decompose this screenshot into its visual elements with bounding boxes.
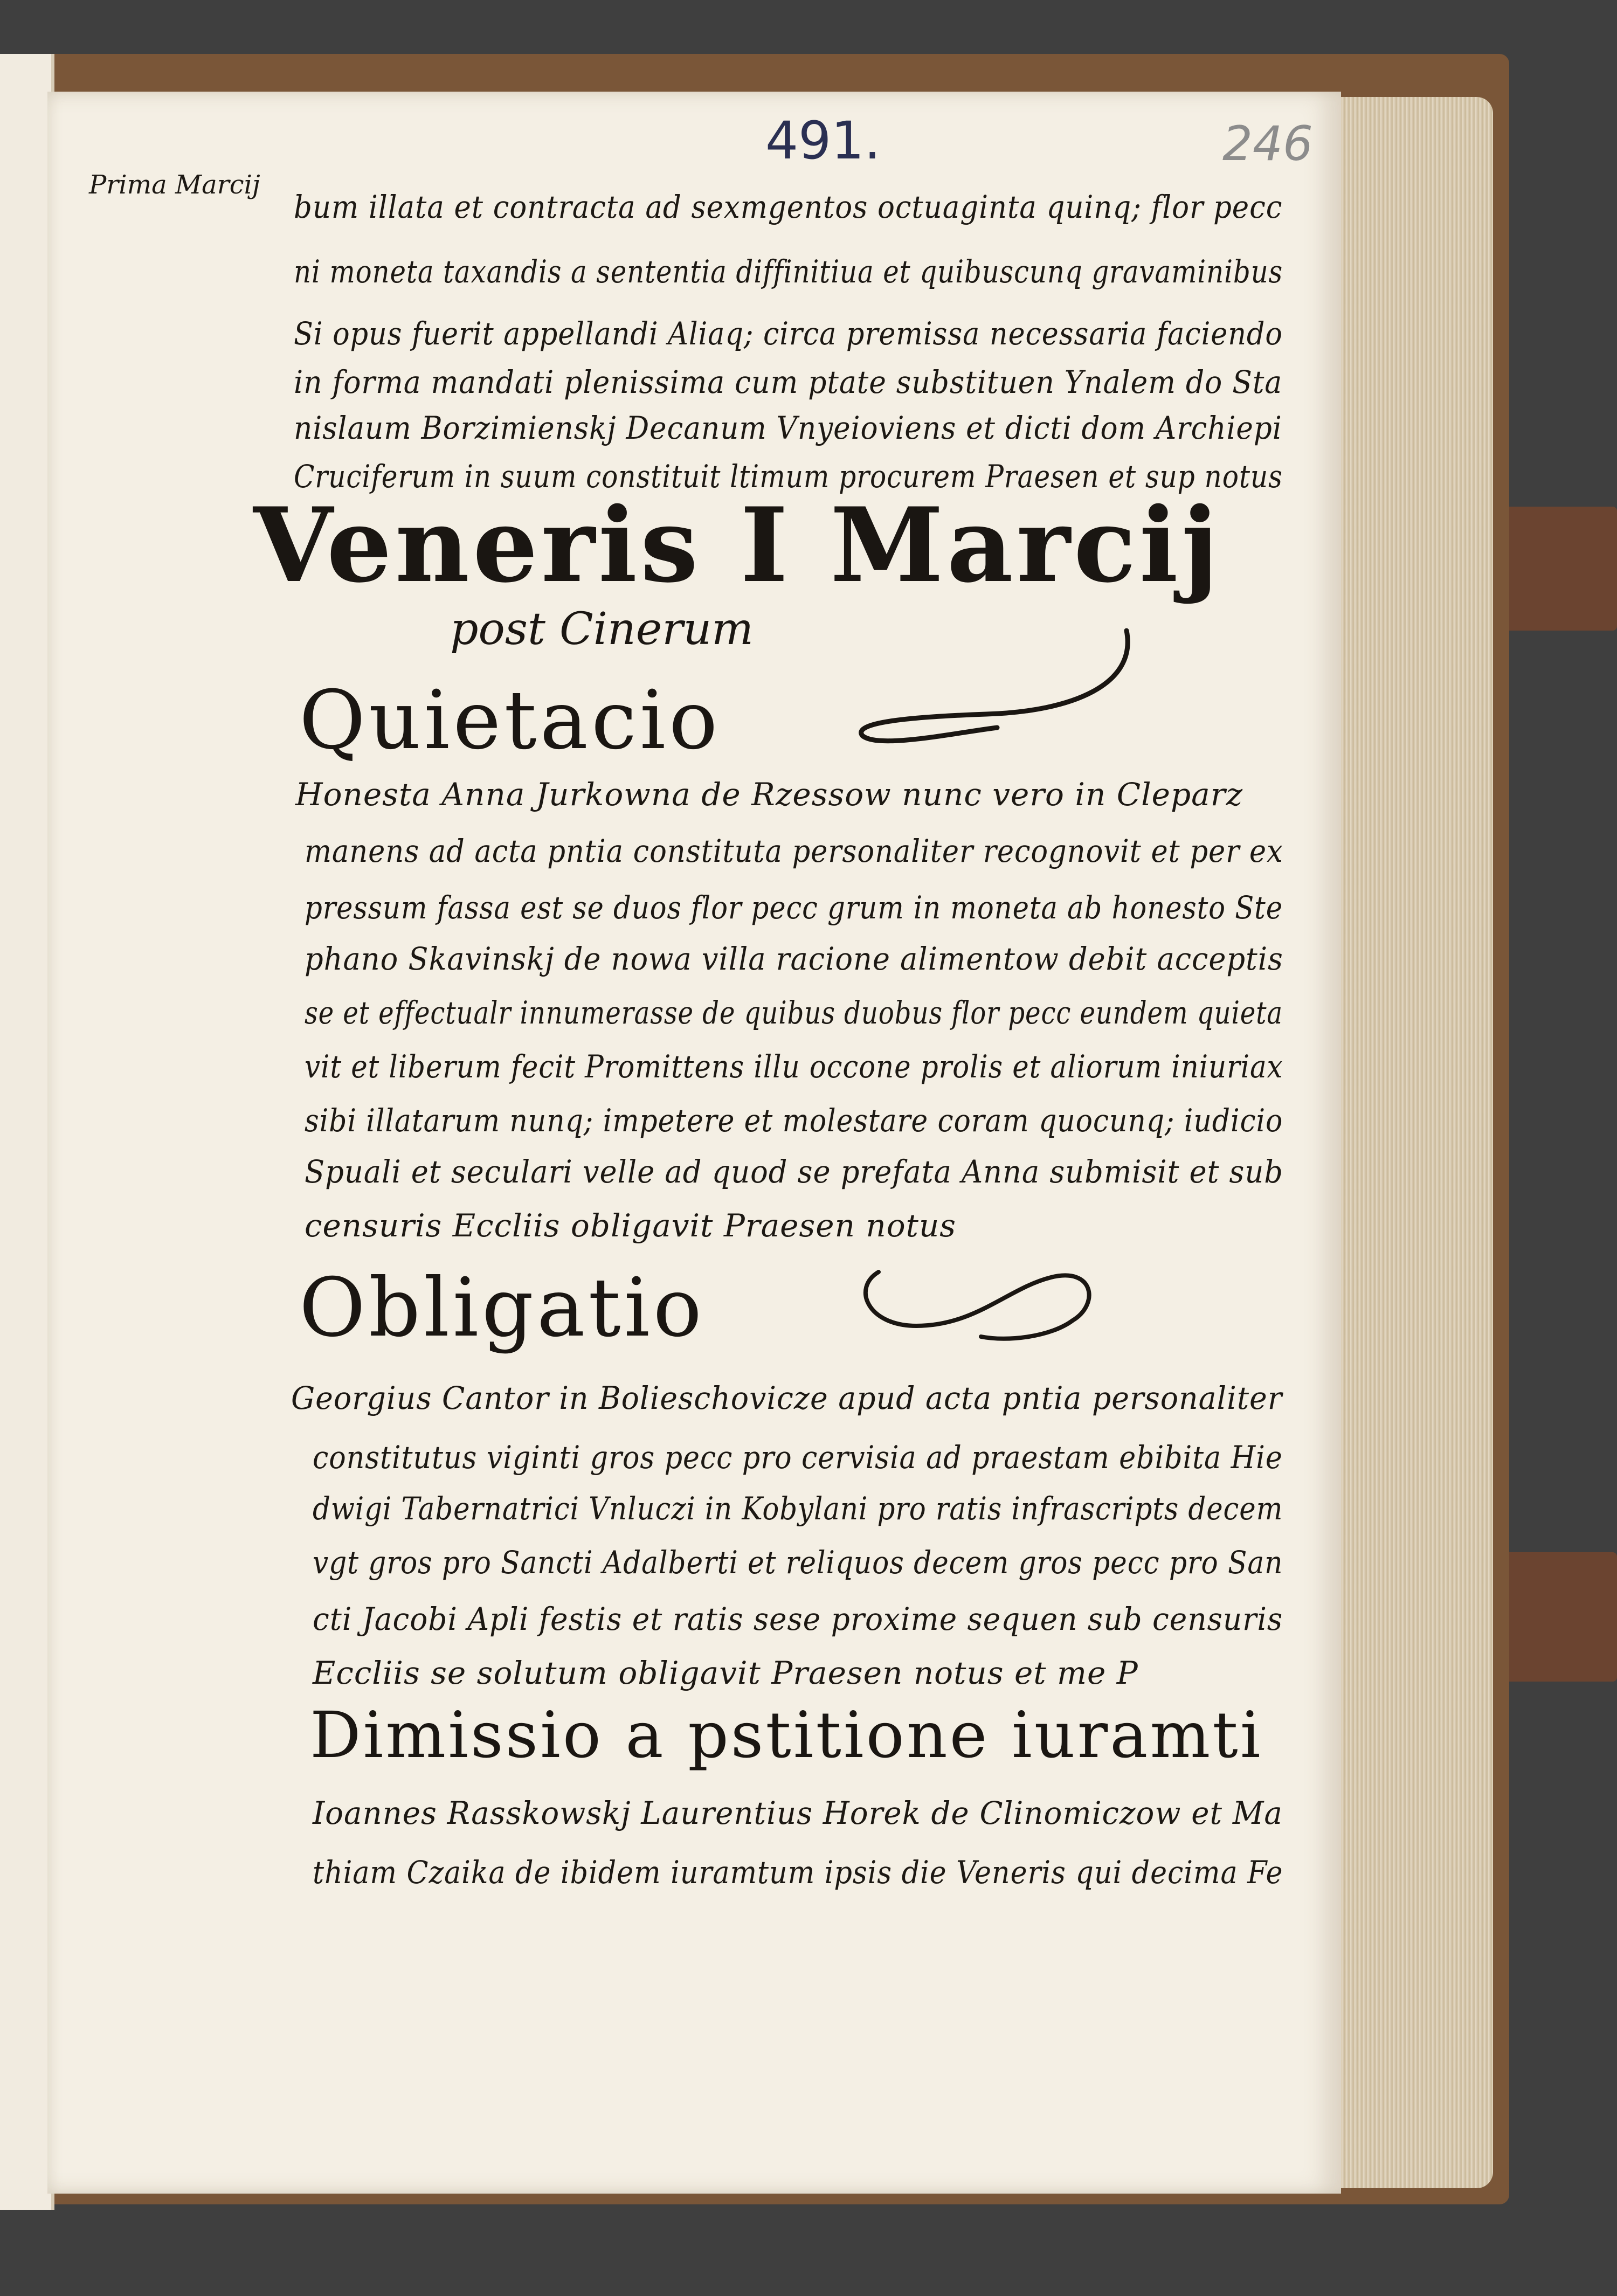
text-line: phano Skavinskj de nowa villa racione alimentow debit acceptis: [305, 940, 1283, 977]
text-line: in forma mandati plenissima cum ptate substituen Ynalem do Sta: [294, 364, 1283, 400]
page-edges: [1321, 97, 1493, 2188]
text-line: Cruciferum in suum constituit ltimum procurem Praesen et sup notus: [294, 458, 1283, 495]
flourish-ornament: [846, 620, 1148, 744]
text-line: cti Jacobi Apli festis et ratis sese proxime sequen sub censuris: [313, 1601, 1283, 1637]
text-line: pressum fassa est se duos flor pecc grum in moneta ab honesto Ste: [305, 889, 1283, 926]
text-line: dwigi Tabernatrici Vnluczi in Kobylani pro ratis infrascripts decem: [313, 1490, 1283, 1527]
entry-heading-obligatio: Obligatio: [299, 1261, 705, 1355]
flourish-ornament: [846, 1256, 1105, 1353]
folio-number: 491.: [765, 110, 881, 171]
clasp-strap-lower: [1509, 1552, 1617, 1682]
text-line: sibi illatarum nunq; impetere et molestare coram quocunq; iudicio: [305, 1102, 1283, 1139]
text-line: Honesta Anna Jurkowna de Rzessow nunc vero in Cleparz: [295, 776, 1243, 813]
text-line: vit et liberum fecit Promittens illu occone prolis et aliorum iniuriax: [305, 1048, 1283, 1085]
clasp-strap-upper: [1509, 507, 1617, 631]
text-line: se et effectualr innumerasse de quibus duobus flor pecc eundem quieta: [305, 994, 1283, 1031]
text-line: ni moneta taxandis a sententia diffinitiua et quibuscunq gravaminibus: [294, 253, 1283, 290]
text-line: vgt gros pro Sancti Adalberti et reliquos decem gros pecc pro San: [313, 1544, 1283, 1581]
text-line: Georgius Cantor in Bolieschovicze apud acta pntia personaliter: [291, 1380, 1283, 1416]
text-line: Si opus fuerit appellandi Aliaq; circa premissa necessaria faciendo: [294, 315, 1283, 352]
text-line: manens ad acta pntia constituta personaliter recognovit et per ex: [305, 833, 1283, 869]
entry-heading-quietacio: Quietacio: [299, 674, 721, 767]
day-subheading: post Cinerum: [450, 604, 754, 655]
pencil-folio-number: 246: [1222, 116, 1313, 171]
text-line: censuris Eccliis obligavit Praesen notus: [305, 1207, 957, 1244]
text-line: Eccliis se solutum obligavit Praesen notus et me P: [313, 1655, 1138, 1691]
margin-note: Prima Marcij: [89, 170, 260, 200]
day-heading: Veneris I Marcij: [253, 485, 1222, 605]
text-line: Ioannes Rasskowskj Laurentius Horek de Clinomiczow et Ma: [313, 1795, 1283, 1831]
text-line: thiam Czaika de ibidem iuramtum ipsis die Veneris qui decima Fe: [313, 1854, 1283, 1891]
text-line: bum illata et contracta ad sexmgentos octuaginta quinq; flor pecc: [294, 189, 1283, 225]
facing-page-edge: [0, 54, 54, 2210]
text-line: Spuali et seculari velle ad quod se prefata Anna submisit et sub: [305, 1153, 1283, 1190]
text-line: nislaum Borzimienskj Decanum Vnyeioviens et dicti dom Archiepi: [294, 410, 1282, 446]
text-line: constitutus viginti gros pecc pro cervisia ad praestam ebibita Hie: [313, 1439, 1283, 1476]
entry-heading-dimissio: Dimissio a pstitione iuramti: [310, 1698, 1263, 1772]
